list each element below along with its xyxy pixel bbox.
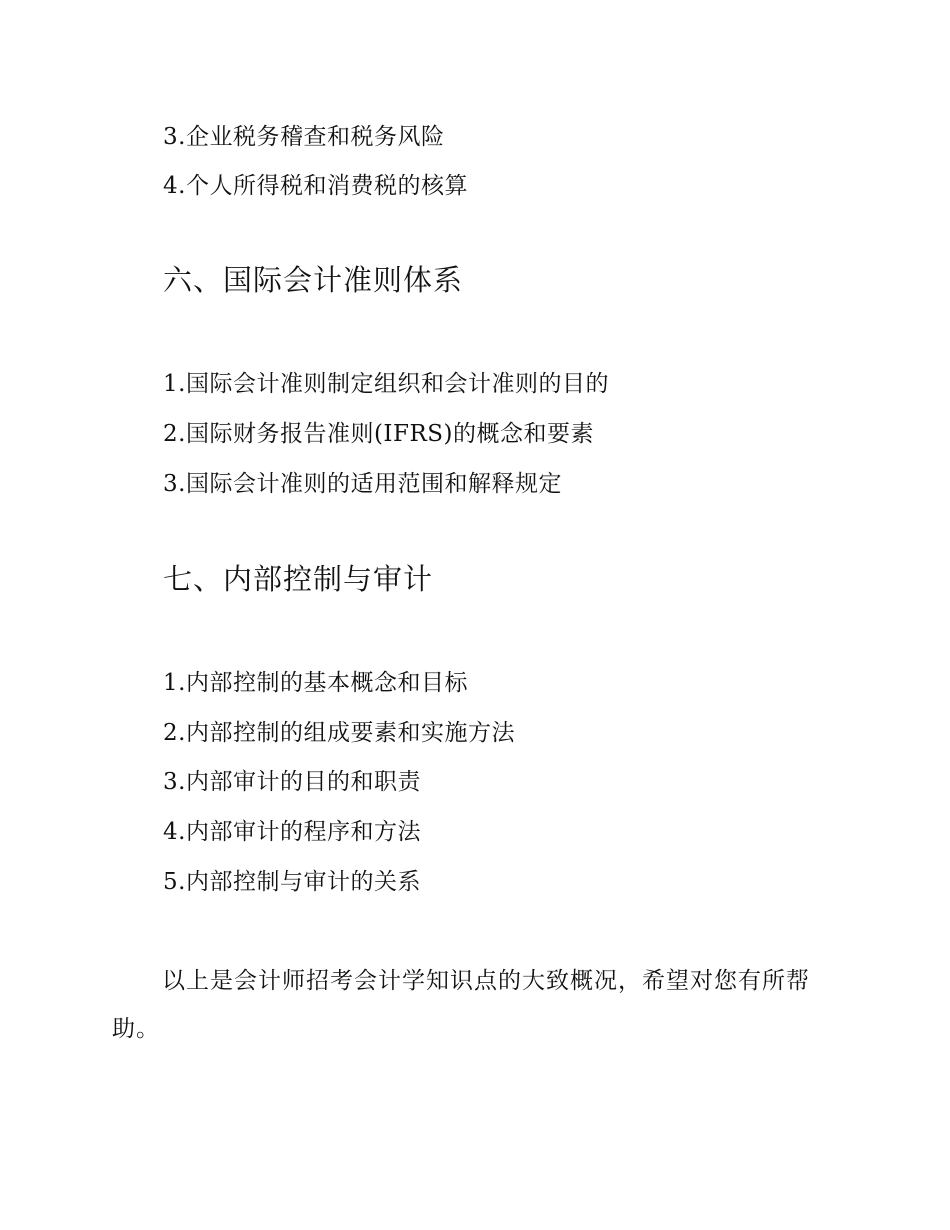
list-item: 1.国际会计准则制定组织和会计准则的目的: [163, 371, 609, 397]
list-item: 4.内部审计的程序和方法: [163, 819, 421, 845]
list-item: 3.内部审计的目的和职责: [163, 769, 421, 795]
list-item: 5.内部控制与审计的关系: [163, 869, 421, 895]
list-item: 2.国际财务报告准则(IFRS)的概念和要素: [163, 421, 595, 447]
list-item: 4.个人所得税和消费税的核算: [163, 173, 468, 199]
conclusion-paragraph: 以上是会计师招考会计学知识点的大致概况，希望对您有所帮助。: [112, 968, 810, 1042]
list-item: 3.企业税务稽查和税务风险: [163, 124, 445, 150]
section-heading: 七、内部控制与审计: [163, 562, 434, 596]
list-item: 3.国际会计准则的适用范围和解释规定: [163, 471, 562, 497]
section-heading: 六、国际会计准则体系: [163, 263, 464, 297]
list-item: 1.内部控制的基本概念和目标: [163, 670, 468, 696]
list-item: 2.内部控制的组成要素和实施方法: [163, 720, 515, 746]
